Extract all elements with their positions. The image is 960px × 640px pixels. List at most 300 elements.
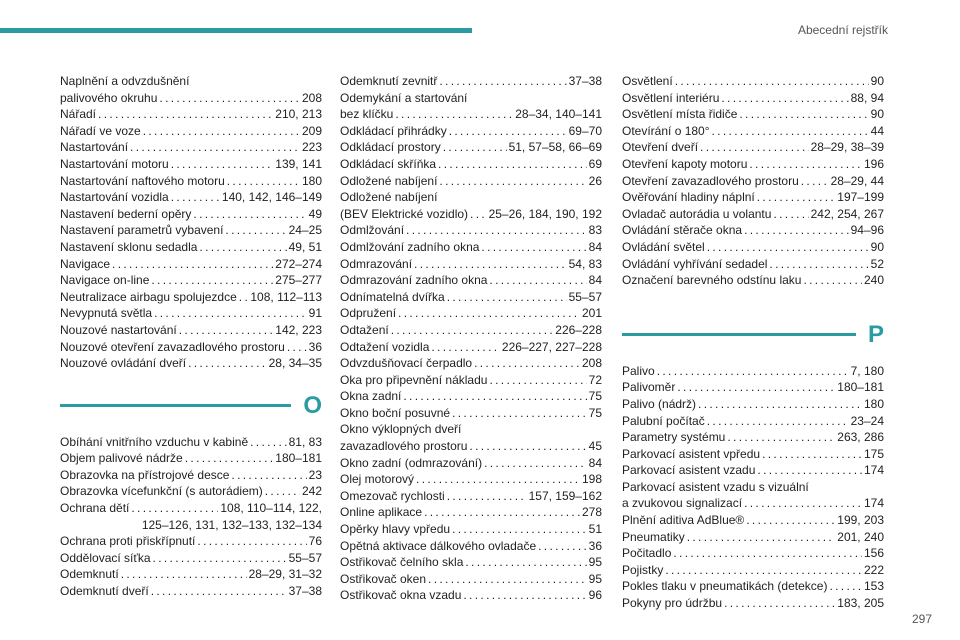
index-pages: 37–38 — [568, 74, 602, 88]
dot-leader — [700, 139, 809, 156]
index-term: Opětná aktivace dálkového ovladače — [340, 538, 537, 553]
index-pages: 139, 141 — [275, 156, 322, 171]
section-separator-p — [622, 313, 884, 357]
index-entry — [622, 429, 884, 446]
dot-leader — [428, 571, 587, 588]
index-pages: 174 — [863, 463, 884, 478]
index-pages: 28–29, 44 — [830, 173, 884, 188]
index-term: Odemknutí dveří — [60, 584, 149, 599]
index-entry — [622, 239, 884, 256]
index-pages: 208 — [581, 356, 602, 371]
index-entry — [340, 173, 602, 190]
index-entry — [622, 139, 884, 156]
index-term: bez klíčku — [340, 107, 394, 122]
index-pages: 51, 57–58, 66–69 — [508, 140, 602, 155]
index-pages: 183, 205 — [837, 596, 884, 611]
index-term: Okno zadní (odmrazování) — [340, 455, 483, 470]
dot-leader — [452, 521, 587, 538]
index-entry — [60, 566, 322, 583]
dot-leader — [439, 73, 566, 90]
index-pages: 69 — [588, 156, 602, 171]
index-term: Odemknutí — [60, 567, 119, 582]
index-pages: 28–29, 31–32 — [248, 567, 322, 582]
index-entry — [60, 550, 322, 567]
index-pages: 26 — [588, 173, 602, 188]
dot-leader — [188, 355, 267, 372]
dot-leader — [470, 206, 487, 223]
dot-leader — [151, 272, 273, 289]
dot-leader — [712, 123, 869, 140]
index-term: Objem palivové nádrže — [60, 451, 183, 466]
dot-leader — [395, 106, 513, 123]
dot-leader — [159, 90, 300, 107]
index-term: Ovladač autorádia u volantu — [622, 206, 772, 221]
index-entry — [60, 156, 322, 173]
index-term: Parametry systému — [622, 430, 726, 445]
index-term: Pokyny pro údržbu — [622, 596, 723, 611]
dot-leader — [744, 222, 849, 239]
index-pages: 201, 240 — [837, 529, 884, 544]
index-pages: 36 — [588, 538, 602, 553]
dot-leader — [449, 123, 567, 140]
dot-leader — [447, 289, 567, 306]
dot-leader — [757, 462, 862, 479]
index-entry-heading: Parkovací asistent vzadu s vizuální — [622, 479, 809, 494]
dot-leader — [143, 123, 300, 140]
index-entry — [340, 438, 602, 455]
dot-leader — [98, 106, 273, 123]
index-term: Nastavení sklonu sedadla — [60, 239, 198, 254]
index-pages-continued: 125–126, 131, 132–133, 132–134 — [141, 517, 322, 532]
index-pages: 272–274 — [275, 256, 322, 271]
index-term: Pneumatiky — [622, 529, 685, 544]
index-pages: 49, 51 — [288, 239, 322, 254]
index-term: Neutralizace airbagu spolujezdce — [60, 289, 237, 304]
dot-leader — [185, 450, 274, 467]
index-entry — [340, 471, 602, 488]
dot-leader — [447, 488, 527, 505]
dot-leader — [757, 189, 836, 206]
index-entry — [340, 538, 602, 555]
index-term: Odmlžování — [340, 223, 405, 238]
index-entry — [340, 272, 602, 289]
dot-leader — [424, 504, 580, 521]
index-term: Nastartování vozidla — [60, 190, 169, 205]
dot-leader — [151, 583, 287, 600]
index-entry — [622, 90, 884, 107]
index-pages: 84 — [588, 273, 602, 288]
index-pages: 23 — [308, 467, 322, 482]
index-term: Plnění aditiva AdBlue® — [622, 513, 745, 528]
index-pages: 84 — [588, 239, 602, 254]
index-term: Obrazovka vícefunkční (s autorádiem) — [60, 484, 263, 499]
index-term: (BEV Elektrické vozidlo) — [340, 206, 469, 221]
dot-leader — [749, 156, 862, 173]
dot-leader — [489, 372, 586, 389]
dot-leader — [675, 73, 869, 90]
dot-leader — [463, 587, 586, 604]
dot-leader — [197, 533, 306, 550]
dot-leader — [769, 256, 868, 273]
index-term: Nevypnutá světla — [60, 306, 153, 321]
index-term: Osvětlení interiéru — [622, 90, 720, 105]
index-entry-heading: Odložené nabíjení — [340, 190, 438, 205]
dot-leader — [744, 495, 862, 512]
index-term: Nastartování naftového motoru — [60, 173, 225, 188]
index-term: Odkládací prostory — [340, 140, 441, 155]
index-entry — [340, 488, 602, 505]
dot-leader — [439, 173, 586, 190]
index-entry — [60, 533, 322, 550]
index-entry — [622, 379, 884, 396]
dot-leader — [153, 550, 287, 567]
index-entry — [60, 450, 322, 467]
dot-leader — [687, 529, 836, 546]
index-term: Odnímatelná dvířka — [340, 289, 445, 304]
index-entry — [60, 305, 322, 322]
index-term: Odmlžování zadního okna — [340, 239, 480, 254]
index-term: Nářadí — [60, 107, 97, 122]
entries-n — [60, 73, 322, 372]
index-pages: 90 — [870, 74, 884, 88]
dot-leader — [112, 256, 273, 273]
index-entry — [622, 272, 884, 289]
index-term: Okna zadní — [340, 389, 402, 404]
dot-leader — [398, 305, 580, 322]
index-term: Ovládání vyhřívání sedadel — [622, 256, 768, 271]
index-pages: 226–228 — [555, 322, 602, 337]
index-term: Ovládání stěrače okna — [622, 223, 743, 238]
index-pages: 75 — [588, 389, 602, 404]
index-entry — [340, 355, 602, 372]
dot-leader — [131, 500, 218, 517]
dot-leader — [484, 455, 587, 472]
index-pages: 156 — [863, 546, 884, 561]
index-pages: 263, 286 — [837, 430, 884, 445]
index-pages: 180–181 — [837, 380, 884, 395]
dot-leader — [227, 173, 300, 190]
index-entry — [60, 583, 322, 600]
index-term: Odemknutí zevnitř — [340, 74, 438, 88]
index-entry — [622, 413, 884, 430]
index-pages: 25–26, 184, 190, 192 — [488, 206, 602, 221]
dot-leader — [657, 363, 849, 380]
index-column-2 — [340, 73, 602, 604]
index-entry — [340, 554, 602, 571]
index-pages: 201 — [581, 306, 602, 321]
index-entry — [340, 73, 602, 90]
index-entry — [340, 289, 602, 306]
index-entry — [60, 339, 322, 356]
header-accent-bar — [0, 28, 472, 33]
index-entry — [60, 467, 322, 484]
index-entry — [622, 595, 884, 612]
index-entry — [60, 189, 322, 206]
dot-leader — [431, 339, 500, 356]
index-pages: 36 — [308, 339, 322, 354]
index-entry — [60, 434, 322, 451]
index-term: Otevření dveří — [622, 140, 699, 155]
index-term: Odvzdušňovací čerpadlo — [340, 356, 473, 371]
dot-leader — [481, 239, 586, 256]
index-entry — [622, 206, 884, 223]
index-term: Obíhání vnitřního vzduchu v kabině — [60, 434, 249, 449]
index-term: Označení barevného odstínu laku — [622, 273, 802, 288]
index-entry — [622, 189, 884, 206]
dot-leader — [154, 305, 307, 322]
index-term: Nouzové otevření zavazadlového prostoru — [60, 339, 285, 354]
dot-leader — [130, 139, 300, 156]
index-pages: 54, 83 — [568, 256, 602, 271]
index-entry — [60, 123, 322, 140]
index-entry — [340, 405, 602, 422]
index-term: Odtažení vozidla — [340, 339, 430, 354]
index-entry — [622, 173, 884, 190]
index-pages: 223 — [301, 140, 322, 155]
index-pages: 96 — [588, 588, 602, 603]
index-term: Palubní počítač — [622, 413, 705, 428]
index-pages: 157, 159–162 — [528, 488, 602, 503]
dot-leader — [231, 467, 306, 484]
index-pages: 83 — [588, 223, 602, 238]
index-entry — [60, 322, 322, 339]
index-pages: 242, 254, 267 — [810, 206, 884, 221]
index-entry — [340, 455, 602, 472]
index-pages: 209 — [301, 123, 322, 138]
dot-leader — [193, 206, 306, 223]
index-term: Odmrazování zadního okna — [340, 273, 488, 288]
index-term: Navigace — [60, 256, 111, 271]
index-pages: 52 — [870, 256, 884, 271]
index-entry — [340, 571, 602, 588]
index-pages: 140, 142, 146–149 — [221, 190, 322, 205]
index-entry — [60, 256, 322, 273]
index-pages: 76 — [308, 534, 322, 549]
index-entry-heading: Okno výklopných dveří — [340, 422, 462, 437]
dot-leader — [724, 595, 835, 612]
index-term: Palivo — [622, 363, 655, 378]
index-entry — [340, 123, 602, 140]
index-term: Nastavení bederní opěry — [60, 206, 192, 221]
dot-leader — [443, 139, 507, 156]
index-entry — [622, 106, 884, 123]
index-term: Nářadí ve voze — [60, 123, 141, 138]
section-separator-o — [60, 384, 322, 428]
index-entry — [622, 156, 884, 173]
index-entry — [340, 339, 602, 356]
index-pages: 180–181 — [275, 451, 322, 466]
index-pages: 196 — [863, 156, 884, 171]
dot-leader — [698, 396, 862, 413]
index-entry — [60, 222, 322, 239]
index-entry — [340, 139, 602, 156]
index-term: Oka pro připevnění nákladu — [340, 372, 488, 387]
index-pages: 51 — [588, 522, 602, 537]
index-term: Ostřikovač oken — [340, 571, 427, 586]
index-term: zavazadlového prostoru — [340, 439, 468, 454]
dot-leader — [250, 434, 287, 451]
dot-leader — [677, 379, 835, 396]
index-term: Palivo (nádrž) — [622, 396, 697, 411]
page-number: 297 — [911, 612, 932, 626]
index-pages: 208 — [301, 90, 322, 105]
index-pages: 180 — [301, 173, 322, 188]
index-term: Odkládací skříňka — [340, 156, 437, 171]
index-term: Navigace on-line — [60, 273, 150, 288]
index-pages: 222 — [863, 562, 884, 577]
index-entry — [340, 256, 602, 273]
index-pages: 7, 180 — [850, 363, 884, 378]
index-term: Opěrky hlavy vpředu — [340, 522, 451, 537]
index-term: Olej motorový — [340, 472, 415, 487]
section-rule — [622, 333, 856, 336]
index-pages: 94–96 — [850, 223, 884, 238]
index-term: Odmrazování — [340, 256, 413, 271]
entries-o-end — [622, 73, 884, 289]
index-pages: 90 — [870, 107, 884, 122]
dot-leader — [416, 471, 580, 488]
index-pages: 81, 83 — [288, 434, 322, 449]
entries-o-continued — [340, 73, 602, 604]
index-pages: 95 — [588, 571, 602, 586]
index-pages: 72 — [588, 372, 602, 387]
index-entry — [340, 206, 602, 223]
index-term: Nouzové nastartování — [60, 322, 177, 337]
dot-leader — [673, 545, 862, 562]
page-header-title: Abecední rejstřík — [797, 23, 888, 37]
index-term: Odložené nabíjení — [340, 173, 438, 188]
index-entry — [622, 446, 884, 463]
index-pages: 55–57 — [288, 550, 322, 565]
dot-leader — [287, 339, 307, 356]
index-pages: 28–34, 140–141 — [515, 107, 602, 122]
dot-leader — [414, 256, 567, 273]
index-term: Nastartování motoru — [60, 156, 169, 171]
index-entry-heading: Naplnění a odvzdušnění — [60, 74, 190, 88]
index-pages: 198 — [581, 472, 602, 487]
index-pages: 88, 94 — [850, 90, 884, 105]
index-entry — [622, 363, 884, 380]
index-term: Otevírání o 180° — [622, 123, 710, 138]
index-pages: 91 — [308, 306, 322, 321]
dot-leader — [265, 483, 300, 500]
index-pages: 23–24 — [850, 413, 884, 428]
index-term: Parkovací asistent vzadu — [622, 463, 756, 478]
index-entry — [622, 462, 884, 479]
index-pages: 210, 213 — [275, 107, 322, 122]
index-pages: 95 — [588, 555, 602, 570]
dot-leader — [474, 355, 580, 372]
index-entry — [340, 106, 602, 123]
dot-leader — [171, 156, 274, 173]
index-pages: 174 — [863, 496, 884, 511]
index-pages: 84 — [588, 455, 602, 470]
section-letter-o: O — [303, 391, 322, 419]
index-entry — [340, 156, 602, 173]
dot-leader — [171, 189, 220, 206]
index-term: Osvětlení místa řidiče — [622, 107, 738, 122]
index-pages: 108, 112–113 — [250, 289, 322, 304]
dot-leader — [762, 446, 862, 463]
dot-leader — [469, 438, 586, 455]
dot-leader — [538, 538, 587, 555]
index-entry — [622, 495, 884, 512]
index-term: Osvětlení — [622, 74, 673, 88]
index-term: Ochrana dětí — [60, 501, 130, 516]
dot-leader — [707, 413, 849, 430]
index-pages: 242 — [301, 484, 322, 499]
entries-p — [622, 363, 884, 612]
index-term: Ovládání světel — [622, 239, 705, 254]
index-pages: 69–70 — [568, 123, 602, 138]
index-pages: 153 — [863, 579, 884, 594]
index-entry — [622, 73, 884, 90]
index-entry — [622, 512, 884, 529]
index-column-3 — [622, 73, 884, 612]
index-term: Otevření zavazadlového prostoru — [622, 173, 799, 188]
index-entry-heading: Odemykání a startování — [340, 90, 468, 105]
index-entry — [622, 256, 884, 273]
dot-leader — [179, 322, 274, 339]
index-term: Okno boční posuvné — [340, 405, 451, 420]
index-entry — [622, 529, 884, 546]
index-pages: 226–227, 227–228 — [501, 339, 602, 354]
index-entry — [60, 106, 322, 123]
index-entry — [340, 587, 602, 604]
index-term: Odtažení — [340, 322, 389, 337]
dot-leader — [452, 405, 587, 422]
index-entry — [340, 521, 602, 538]
index-pages: 44 — [870, 123, 884, 138]
dot-leader — [225, 222, 286, 239]
dot-leader — [739, 106, 868, 123]
index-term: Pojistky — [622, 562, 664, 577]
index-pages: 275–277 — [275, 273, 322, 288]
index-term: Nouzové ovládání dveří — [60, 356, 187, 371]
index-term: Parkovací asistent vpředu — [622, 446, 761, 461]
dot-leader — [665, 562, 862, 579]
index-entry — [622, 123, 884, 140]
index-term: Oddělovací síťka — [60, 550, 151, 565]
dot-leader — [121, 566, 247, 583]
index-term: Ostřikovač čelního skla — [340, 555, 464, 570]
index-pages: 75 — [588, 405, 602, 420]
dot-leader — [707, 239, 869, 256]
index-entry — [60, 500, 322, 517]
index-pages: 37–38 — [288, 584, 322, 599]
index-term: Otevření kapoty motoru — [622, 156, 748, 171]
index-entry — [60, 355, 322, 372]
index-term: Obrazovka na přístrojové desce — [60, 467, 230, 482]
index-entry — [340, 372, 602, 389]
index-entry — [60, 173, 322, 190]
index-pages: 199, 203 — [837, 513, 884, 528]
index-entry — [60, 139, 322, 156]
dot-leader — [239, 289, 249, 306]
index-pages: 278 — [581, 505, 602, 520]
index-pages: 24–25 — [288, 223, 322, 238]
index-entry — [340, 388, 602, 405]
index-pages: 142, 223 — [275, 322, 322, 337]
index-term: Počitadlo — [622, 546, 672, 561]
dot-leader — [727, 429, 835, 446]
index-pages: 108, 110–114, 122, — [220, 501, 322, 516]
dot-leader — [438, 156, 587, 173]
dot-leader — [829, 578, 862, 595]
index-pages: 55–57 — [568, 289, 602, 304]
index-entry — [622, 222, 884, 239]
index-entry — [622, 562, 884, 579]
